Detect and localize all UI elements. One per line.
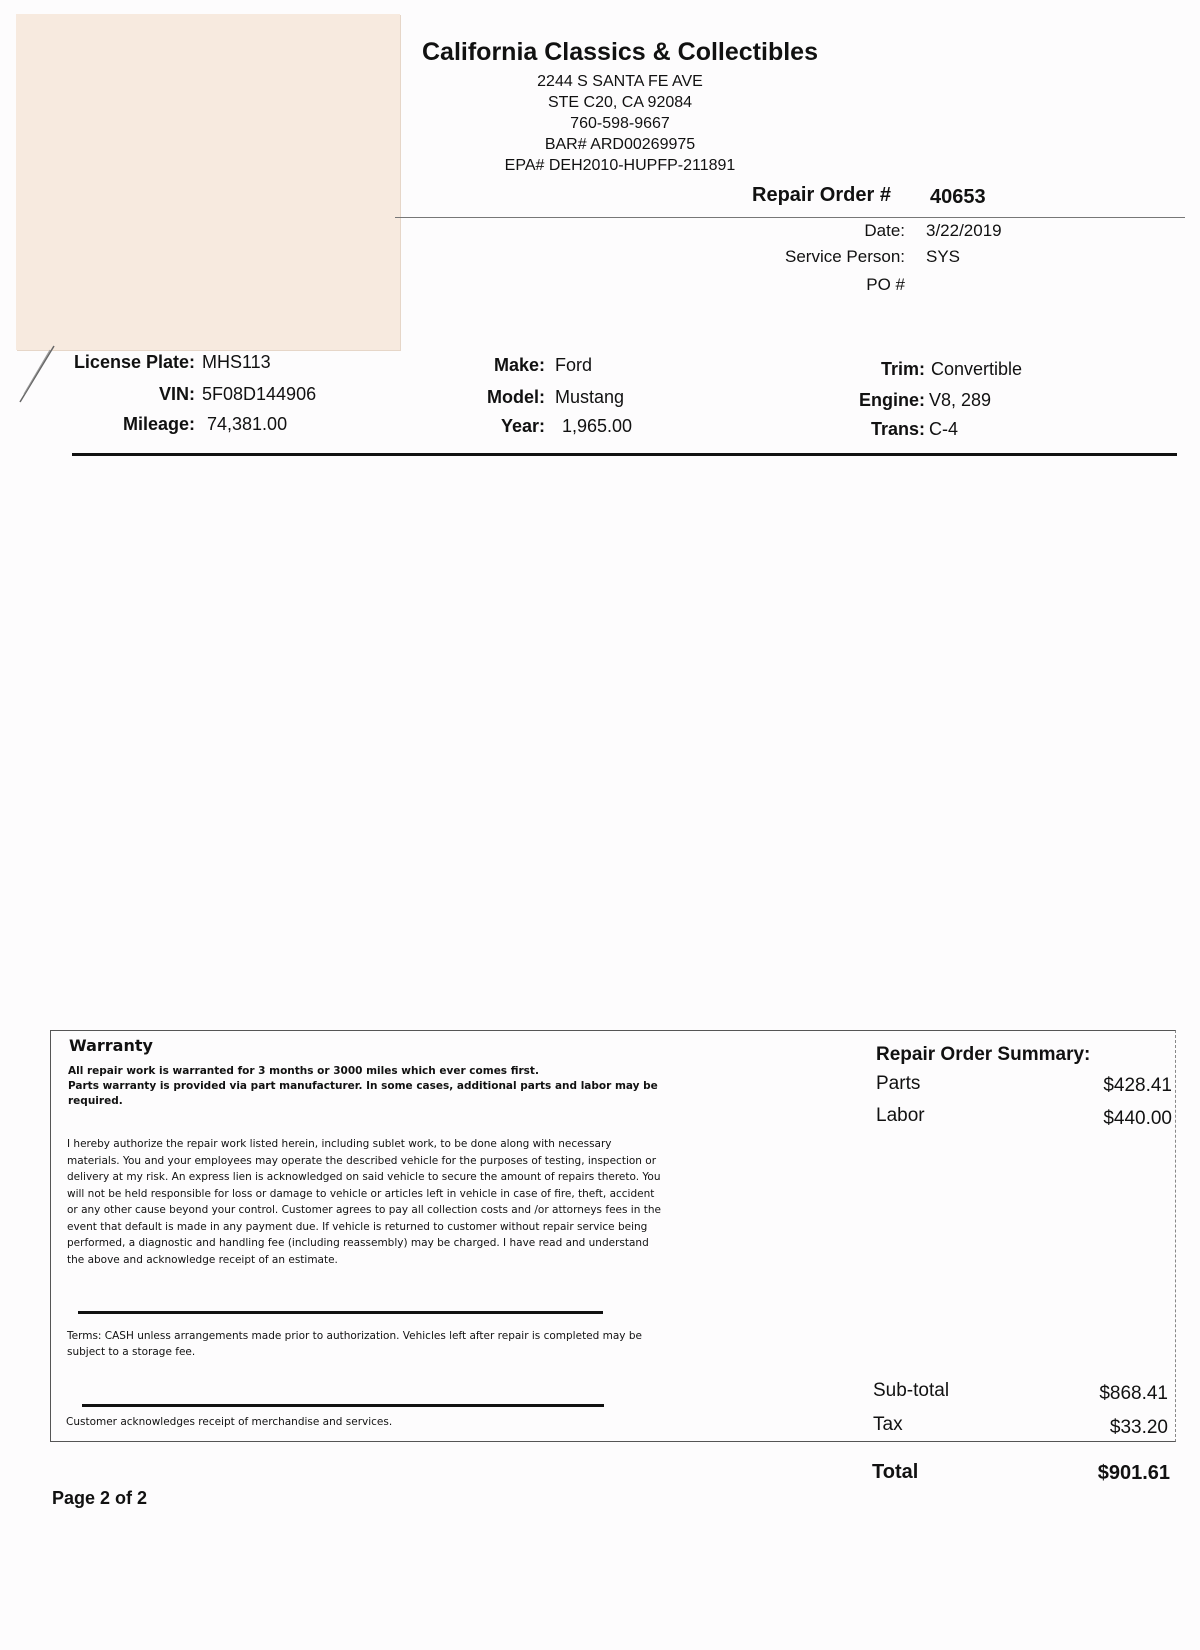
header-divider <box>395 217 1185 218</box>
signature-line-authorization <box>78 1311 603 1314</box>
warranty-line1: All repair work is warranted for 3 months or 3000 miles which ever comes first. <box>68 1065 539 1077</box>
trans-label: Trans: <box>870 419 925 439</box>
subtotal-value: $868.41 <box>1099 1383 1168 1404</box>
mileage-value: 74,381.00 <box>207 414 288 434</box>
license-plate-label: License Plate: <box>73 352 195 372</box>
make-label: Make: <box>493 355 545 375</box>
tax-label: Tax <box>873 1414 903 1435</box>
payment-terms: Terms: CASH unless arrangements made prior to authorization. Vehicles left after repair is completed may be subject to a storage fee. <box>67 1330 642 1358</box>
company-address-line1: 2244 S SANTA FE AVE <box>537 73 703 90</box>
po-label: PO # <box>866 275 905 294</box>
trans-value: C-4 <box>929 419 959 439</box>
trim-label: Trim: <box>880 359 925 379</box>
parts-label: Parts <box>876 1073 921 1094</box>
warranty-title: Warranty <box>69 1036 153 1055</box>
total-label: Total <box>872 1461 919 1483</box>
company-phone: 760-598-9667 <box>570 115 670 132</box>
scan-mark <box>16 344 56 404</box>
parts-value: $428.41 <box>1103 1075 1172 1096</box>
service-person-label: Service Person: <box>785 247 905 266</box>
labor-label: Labor <box>876 1105 925 1126</box>
subtotal-label: Sub-total <box>873 1380 950 1401</box>
acknowledgement-text: Customer acknowledges receipt of merchandise and services. <box>66 1416 393 1428</box>
vehicle-divider <box>72 453 1177 456</box>
repair-order-number: 40653 <box>930 186 986 208</box>
company-address-line2: STE C20, CA 92084 <box>547 94 693 111</box>
vin-label: VIN: <box>159 384 195 404</box>
date-label: Date: <box>864 221 905 240</box>
tax-value: $33.20 <box>1109 1417 1168 1438</box>
vin-value: 5F08D144906 <box>202 384 317 404</box>
engine-value: V8, 289 <box>929 390 992 410</box>
company-header <box>400 38 840 176</box>
year-value: 1,965.00 <box>562 416 633 436</box>
page-number: Page 2 of 2 <box>52 1488 148 1508</box>
company-bar-number: BAR# ARD00269975 <box>544 136 696 153</box>
license-plate-value: MHS113 <box>202 352 271 372</box>
model-value: Mustang <box>555 387 625 407</box>
summary-title: Repair Order Summary: <box>876 1044 1091 1065</box>
service-person-value: SYS <box>926 247 961 266</box>
engine-label: Engine: <box>859 390 925 410</box>
trim-value: Convertible <box>931 359 1023 379</box>
signature-line-acknowledgement <box>82 1404 604 1407</box>
labor-value: $440.00 <box>1103 1108 1172 1129</box>
model-label: Model: <box>487 387 545 407</box>
make-value: Ford <box>555 355 593 375</box>
repair-order-label: Repair Order # <box>752 184 891 206</box>
sticky-note-overlay <box>16 14 400 350</box>
company-name: California Classics & Collectibles <box>422 38 818 66</box>
warranty-terms <box>68 1064 658 1109</box>
warranty-line2: Parts warranty is provided via part manufacturer. In some cases, additional parts and labor may be required. <box>68 1080 658 1107</box>
mileage-label: Mileage: <box>122 414 195 434</box>
total-value: $901.61 <box>1097 1462 1170 1484</box>
date-value: 3/22/2019 <box>926 221 1002 240</box>
company-epa-number: EPA# DEH2010-HUPFP-211891 <box>504 157 736 174</box>
authorization-text: I hereby authorize the repair work listed herein, including sublet work, to be done along with necessary materials. You and your employees may operate the described vehicle for the purposes of testing, inspection or delivery at my risk. An express lien is acknowledged on said vehicle to secure the amount of repairs thereto. You will not be held responsible for loss or damage to vehicle or articles left in vehicle in case of fire, theft, accident or any other cause beyond your control. Customer agrees to pay all collection costs and /or attorneys fees in the event that default is made in any payment due. If vehicle is returned to customer without repair service being performed, a diagnostic and handling fee (including reassembly) may be charged. I have read and understand the above and acknowledge receipt of an estimate. <box>67 1138 661 1266</box>
year-label: Year: <box>500 416 545 436</box>
